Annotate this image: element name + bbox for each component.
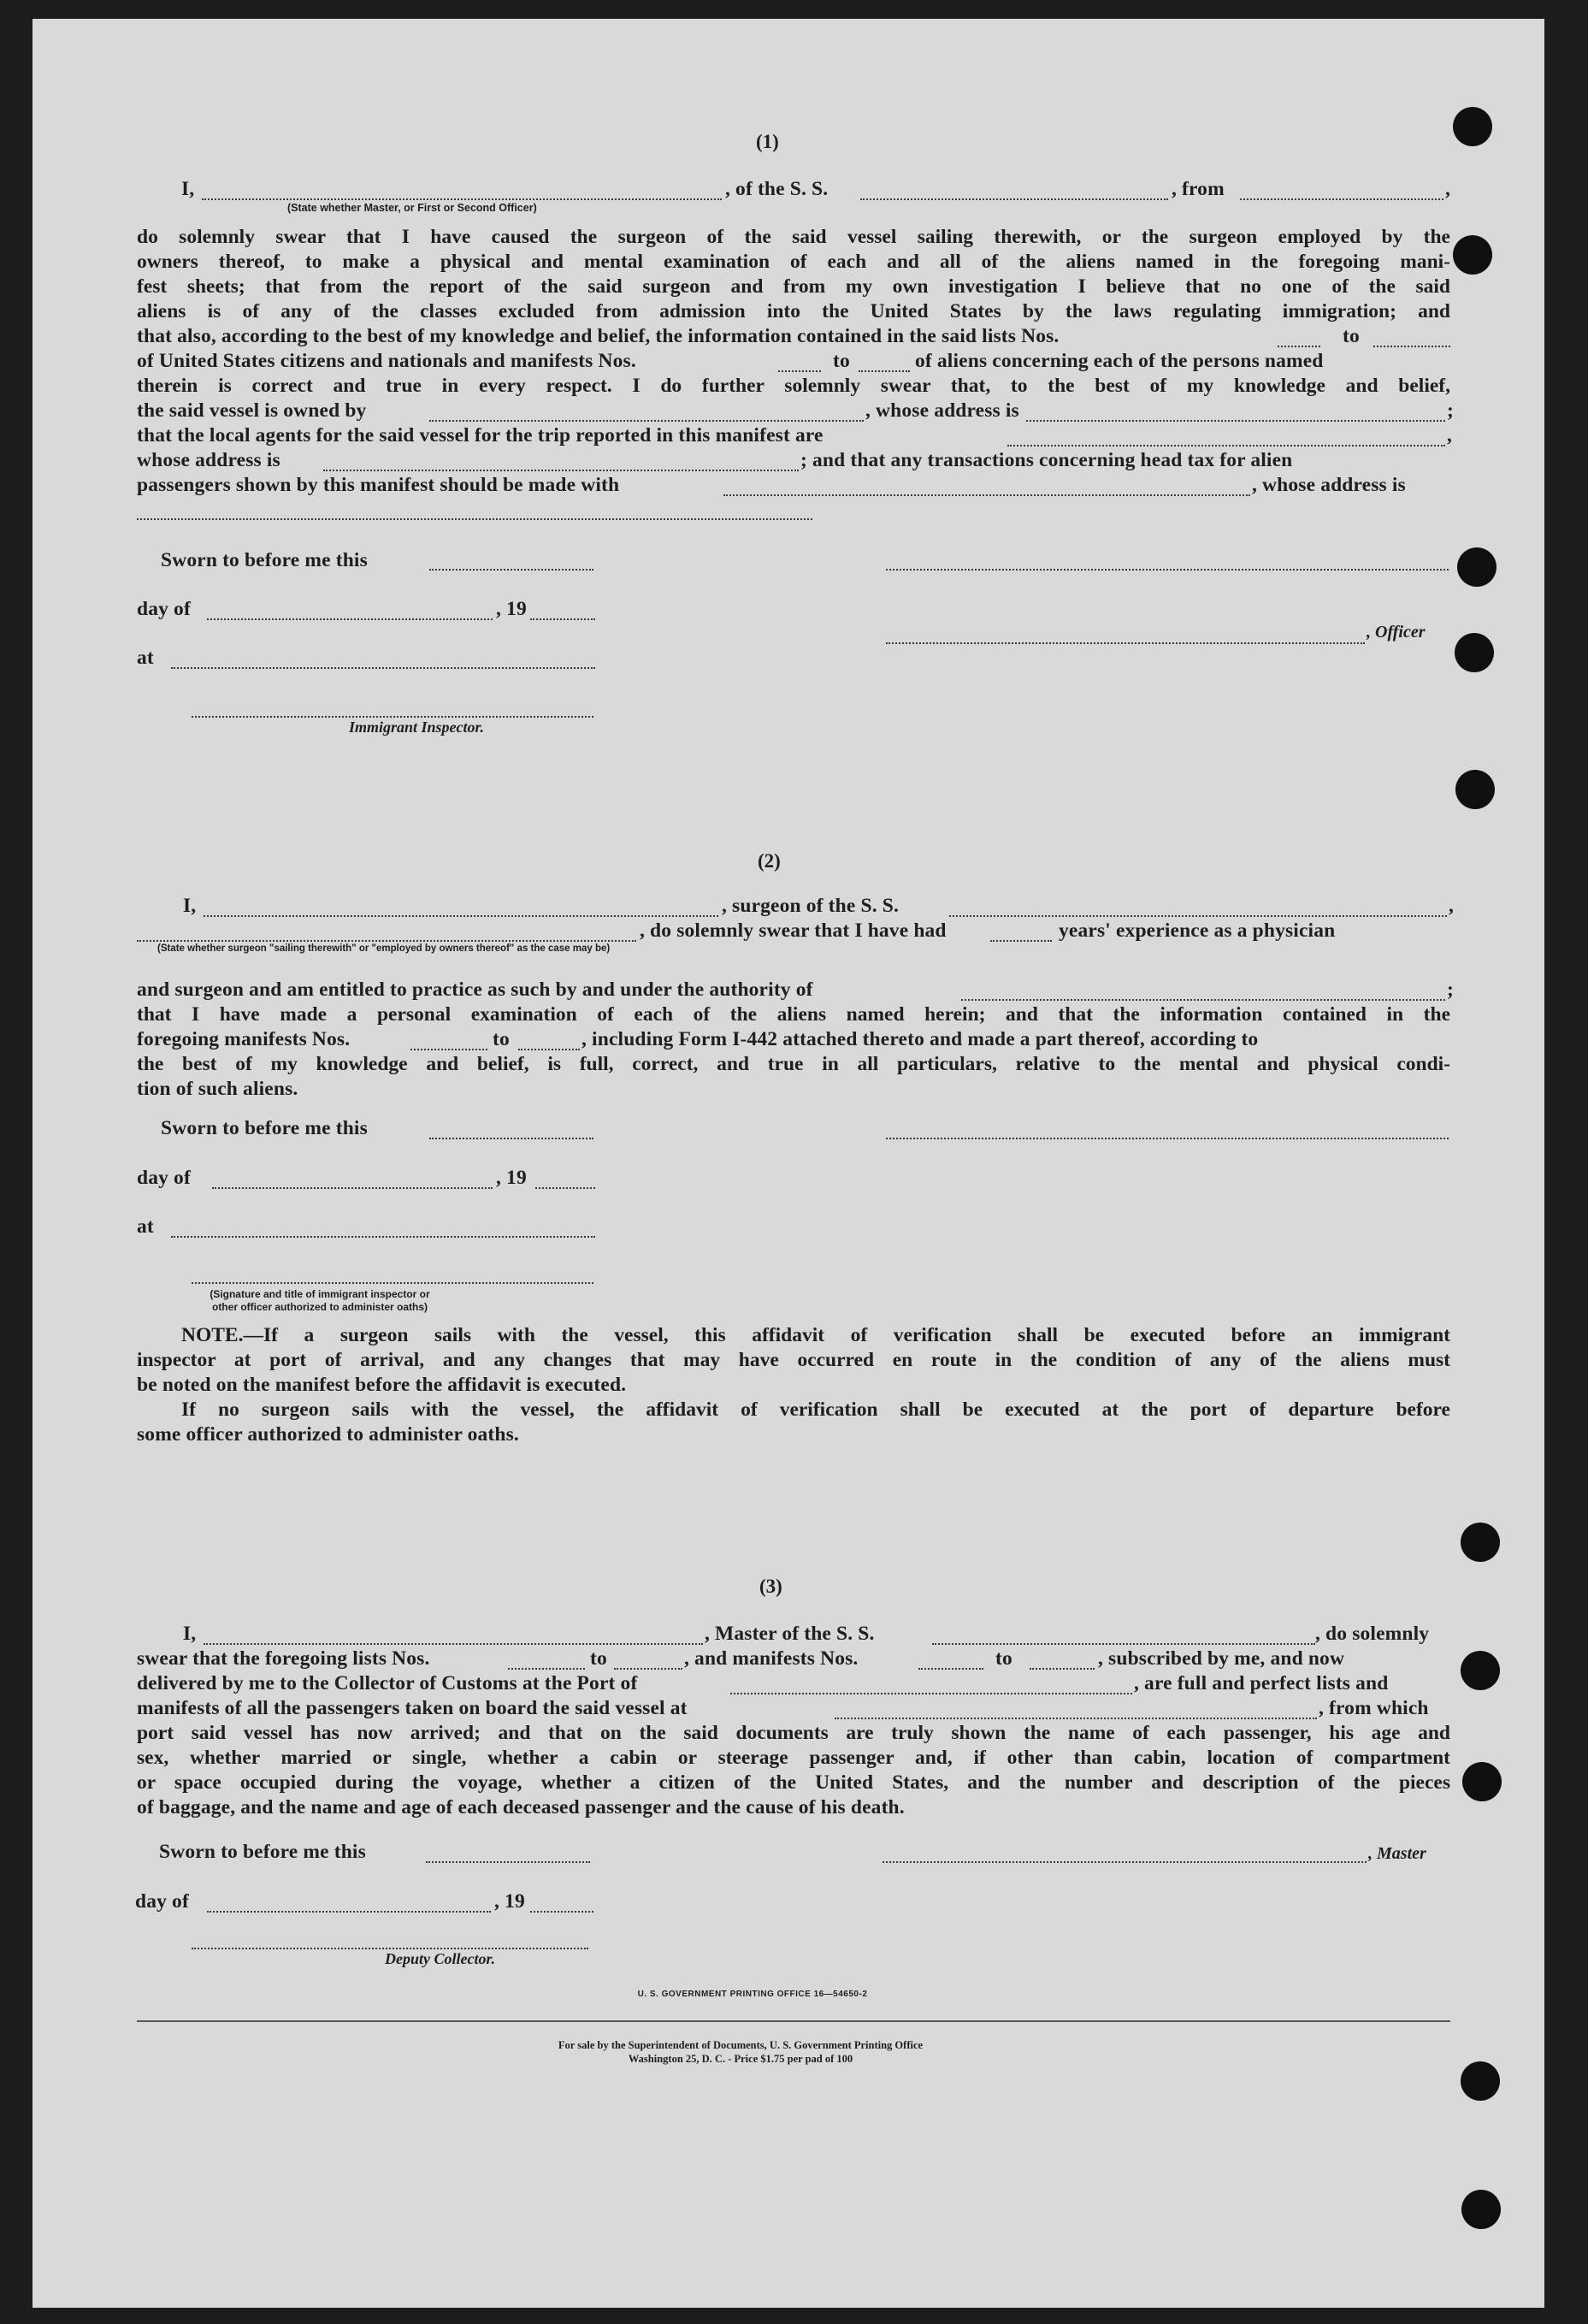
- s1-text: ,: [1445, 178, 1451, 200]
- s2-manifests-to-field[interactable]: [518, 1049, 580, 1050]
- note-paragraph-line: NOTE.—If a surgeon sails with the vessel, this affidavit of verification shall be executed before an immigrant: [181, 1324, 1450, 1346]
- s2-at: at: [137, 1215, 154, 1238]
- binder-hole: [1462, 1762, 1502, 1801]
- head-tax-address-field[interactable]: [137, 518, 812, 520]
- master-signature-field[interactable]: [883, 1861, 1367, 1863]
- footer-rule: [137, 2020, 1450, 2022]
- s3-year: , 19: [494, 1890, 525, 1913]
- s3-text: to: [590, 1647, 607, 1670]
- s2-text: and surgeon and am entitled to practice as such by and under the authority of: [137, 979, 813, 1001]
- master-label: , Master: [1368, 1844, 1426, 1863]
- head-tax-party-field[interactable]: [723, 494, 1250, 496]
- s2-text: ;: [1447, 979, 1454, 1001]
- s3-text: , do solemnly: [1315, 1623, 1430, 1645]
- immigrant-inspector-signature-field[interactable]: [192, 716, 593, 718]
- surgeon-name-field[interactable]: [204, 915, 718, 917]
- section-3-number: (3): [759, 1576, 782, 1597]
- departure-port-field[interactable]: [1240, 198, 1443, 200]
- s3-text: , are full and perfect lists and: [1134, 1672, 1389, 1694]
- owner-address-field[interactable]: [1026, 420, 1445, 422]
- s1-text: ,: [1447, 424, 1453, 446]
- signature-title-note: other officer authorized to administer oaths): [211, 1301, 428, 1313]
- s3-day: day of: [135, 1890, 189, 1913]
- section-1-number: (1): [756, 131, 779, 152]
- s1-text: I,: [181, 178, 195, 200]
- citizen-lists-from-field[interactable]: [1278, 346, 1320, 347]
- s3-year-field[interactable]: [530, 1911, 593, 1913]
- s1-sworn-date-field[interactable]: [429, 569, 593, 571]
- officer-label: , Officer: [1367, 623, 1426, 642]
- s3-body-line: of baggage, and the name and age of each deceased passenger and the cause of his death.: [137, 1796, 905, 1818]
- s1-text: of United States citizens and nationals and manifests Nos.: [137, 350, 636, 372]
- s1-at-place-field[interactable]: [171, 667, 595, 669]
- binder-hole: [1457, 547, 1496, 587]
- binder-hole: [1461, 1651, 1500, 1690]
- s2-surgeon-signature-field[interactable]: [886, 1138, 1449, 1139]
- note-paragraph-line: If no surgeon sails with the vessel, the affidavit of verification shall be executed at the port of departure before: [181, 1399, 1450, 1421]
- s2-inspector-signature-field[interactable]: [192, 1282, 593, 1284]
- surgeon-status-field[interactable]: [137, 940, 636, 942]
- s2-vessel-name-field[interactable]: [949, 915, 1447, 917]
- s3-day-field[interactable]: [207, 1911, 491, 1913]
- binder-hole: [1455, 770, 1495, 809]
- s2-text: I,: [183, 895, 197, 917]
- s2-year: , 19: [496, 1167, 527, 1189]
- section-2-number: (2): [758, 850, 781, 872]
- binder-hole: [1461, 2190, 1501, 2229]
- s1-text: the said vessel is owned by: [137, 399, 367, 422]
- s1-officer-signature-field[interactable]: [886, 569, 1449, 571]
- s1-text: that the local agents for the said vessel for the trip reported in this manifest are: [137, 424, 824, 446]
- s1-text: whose address is: [137, 449, 280, 471]
- port-of-embarkation-field[interactable]: [835, 1718, 1317, 1719]
- s2-day: day of: [137, 1167, 191, 1189]
- binder-hole: [1453, 107, 1492, 146]
- s3-body-line: or space occupied during the voyage, whether a citizen of the United States, and the number and description of the pieces: [137, 1771, 1450, 1794]
- sale-notice: For sale by the Superintendent of Documents, U. S. Government Printing Office: [558, 2039, 924, 2051]
- vessel-owner-field[interactable]: [429, 420, 864, 422]
- s2-body-line: tion of such aliens.: [137, 1078, 298, 1100]
- s3-text: , from which: [1319, 1697, 1429, 1719]
- binder-hole: [1461, 2061, 1500, 2101]
- s3-master-name-field[interactable]: [204, 1643, 703, 1645]
- s3-body-line: sex, whether married or single, whether a cabin or steerage passenger and, if other than cabin, location of compartment: [137, 1747, 1450, 1769]
- s1-at: at: [137, 647, 154, 669]
- s1-text: , whose address is: [1252, 474, 1406, 496]
- s3-text: , and manifests Nos.: [684, 1647, 859, 1670]
- s1-day-field[interactable]: [207, 618, 493, 620]
- s1-text: , whose address is: [865, 399, 1019, 422]
- s1-year: , 19: [496, 598, 527, 620]
- s3-lists-to-field[interactable]: [614, 1668, 682, 1670]
- s2-text: , do solemnly swear that I have had: [640, 920, 947, 942]
- deputy-collector-label: Deputy Collector.: [385, 1950, 495, 1967]
- s2-text: to: [493, 1028, 510, 1050]
- s3-lists-from-field[interactable]: [508, 1668, 585, 1670]
- binder-hole: [1461, 1523, 1500, 1562]
- s3-text: swear that the foregoing lists Nos.: [137, 1647, 430, 1670]
- officer-rank-note: (State whether Master, or First or Second Officer): [287, 202, 537, 214]
- alien-manifests-from-field[interactable]: [778, 370, 821, 372]
- s2-at-place-field[interactable]: [171, 1236, 595, 1238]
- s1-body-line: do solemnly swear that I have caused the surgeon of the said vessel sailing therewith, or the surgeon employed by the: [137, 226, 1450, 248]
- alien-manifests-to-field[interactable]: [859, 370, 910, 372]
- binder-hole: [1453, 235, 1492, 275]
- s3-text: , subscribed by me, and now: [1098, 1647, 1345, 1670]
- s1-sworn: Sworn to before me this: [161, 549, 368, 571]
- s3-text: to: [995, 1647, 1012, 1670]
- s2-sworn-date-field[interactable]: [429, 1138, 593, 1139]
- s1-body-line: aliens is of any of the classes excluded from admission into the United States by the laws regulating immigration; and: [137, 300, 1450, 322]
- citizen-lists-to-field[interactable]: [1373, 346, 1450, 347]
- s1-day: day of: [137, 598, 191, 620]
- s3-manifests-from-field[interactable]: [918, 1668, 983, 1670]
- binder-hole: [1455, 633, 1494, 672]
- s1-text: ; and that any transactions concerning head tax for alien: [800, 449, 1293, 471]
- deputy-collector-signature-field[interactable]: [192, 1948, 588, 1949]
- immigrant-inspector-label: Immigrant Inspector.: [349, 718, 485, 736]
- s2-year-field[interactable]: [535, 1187, 595, 1189]
- years-experience-field[interactable]: [990, 940, 1052, 942]
- agents-address-field[interactable]: [323, 470, 799, 471]
- printing-office-imprint: U. S. GOVERNMENT PRINTING OFFICE 16—54650-2: [637, 1990, 868, 1999]
- s1-body-line: owners thereof, to make a physical and mental examination of each and all of the aliens named in the foregoing mani-: [137, 251, 1450, 273]
- s3-sworn: Sworn to before me this: [159, 1841, 366, 1863]
- s1-text: of aliens concerning each of the persons named: [915, 350, 1324, 372]
- note-paragraph-line: inspector at port of arrival, and any changes that may have occurred en route in the condition of any of the aliens must: [137, 1349, 1450, 1371]
- s2-text: foregoing manifests Nos.: [137, 1028, 351, 1050]
- s2-body-line: that I have made a personal examination of each of the aliens named herein; and that the information contained in the: [137, 1003, 1450, 1026]
- surgeon-status-note: (State whether surgeon "sailing therewith" or "employed by owners thereof" as the case may be): [157, 943, 611, 954]
- s2-body-line: the best of my knowledge and belief, is full, correct, and true in all particulars, relative to the mental and physical condi-: [137, 1053, 1450, 1075]
- s3-sworn-date-field[interactable]: [426, 1861, 590, 1863]
- master-name-field[interactable]: [202, 198, 722, 200]
- s1-text: to: [833, 350, 850, 372]
- s3-vessel-name-field[interactable]: [932, 1643, 1315, 1645]
- s2-sworn: Sworn to before me this: [161, 1117, 368, 1139]
- note-paragraph-line: some officer authorized to administer oaths.: [137, 1423, 519, 1446]
- sale-notice: Washington 25, D. C. - Price $1.75 per pad of 100: [628, 2053, 853, 2065]
- s3-manifests-to-field[interactable]: [1030, 1668, 1095, 1670]
- vessel-name-field[interactable]: [860, 198, 1168, 200]
- s1-officer-title-field[interactable]: [886, 642, 1365, 644]
- s2-text: ,: [1449, 895, 1455, 917]
- s1-body-line: that also, according to the best of my knowledge and belief, the information contained in the said lists Nos.: [137, 325, 1060, 347]
- s2-text: , including Form I-442 attached thereto and made a part thereof, according to: [581, 1028, 1259, 1050]
- s2-day-field[interactable]: [212, 1187, 493, 1189]
- s2-manifests-from-field[interactable]: [410, 1049, 487, 1050]
- s3-text: , Master of the S. S.: [705, 1623, 875, 1645]
- s1-text: ;: [1447, 399, 1454, 422]
- s3-text: I,: [183, 1623, 197, 1645]
- s1-body-line: therein is correct and true in every respect. I do further solemnly swear that, to the best of my knowledge and belief,: [137, 375, 1450, 397]
- s1-text: passengers shown by this manifest should be made with: [137, 474, 620, 496]
- s1-year-field[interactable]: [530, 618, 595, 620]
- local-agents-field[interactable]: [1007, 445, 1445, 446]
- note-paragraph-line: be noted on the manifest before the affidavit is executed.: [137, 1374, 627, 1396]
- signature-title-note: (Signature and title of immigrant inspector or: [210, 1288, 430, 1300]
- s3-text: delivered by me to the Collector of Customs at the Port of: [137, 1672, 638, 1694]
- s3-body-line: port said vessel has now arrived; and that on the said documents are truly shown the name of each passenger, his age and: [137, 1722, 1450, 1744]
- form-page: [32, 19, 1544, 2308]
- s2-text: , surgeon of the S. S.: [722, 895, 899, 917]
- s1-text: , of the S. S.: [725, 178, 829, 200]
- s1-text: to: [1343, 325, 1360, 347]
- s3-text: manifests of all the passengers taken on board the said vessel at: [137, 1697, 688, 1719]
- s2-text: years' experience as a physician: [1059, 920, 1336, 942]
- practice-authority-field[interactable]: [961, 999, 1445, 1001]
- port-of-arrival-field[interactable]: [730, 1693, 1132, 1694]
- s1-body-line: fest sheets; that from the report of the said surgeon and from my own investigation I believe that no one of the said: [137, 275, 1450, 298]
- s1-text: , from: [1172, 178, 1225, 200]
